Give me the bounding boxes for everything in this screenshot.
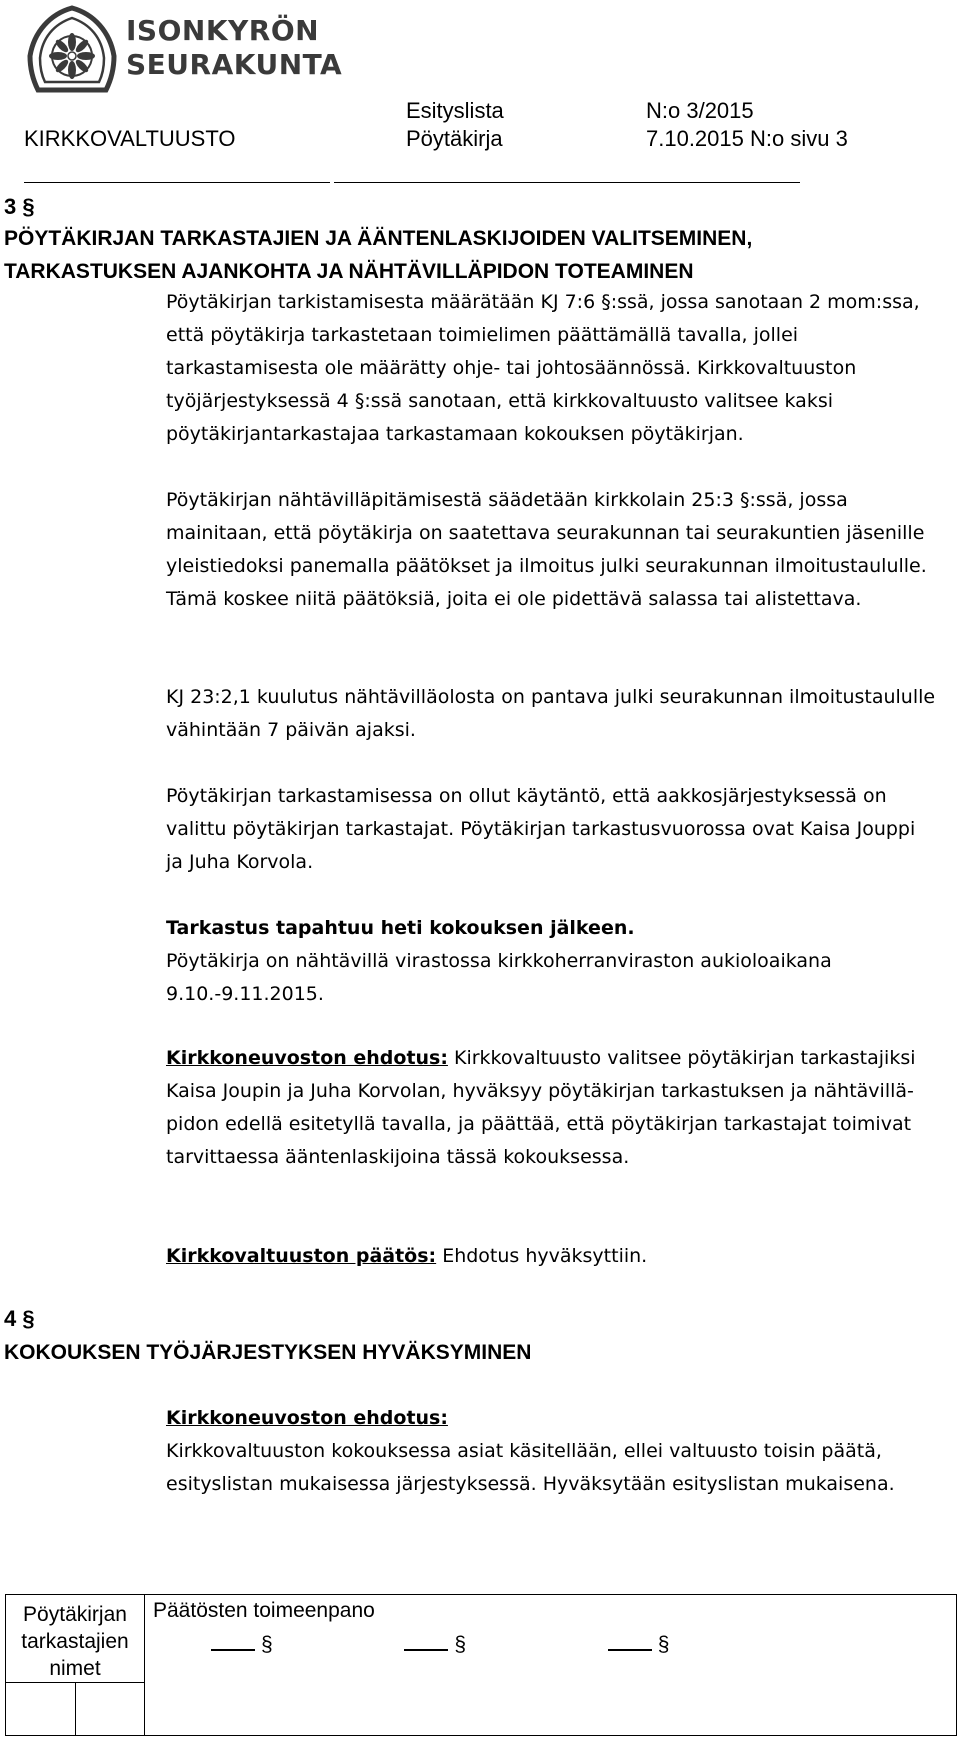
para-sign: § (657, 1633, 670, 1656)
signature-split (6, 1683, 144, 1735)
paragraph: Pöytäkirjan tarkistamisesta määrätään KJ 7:6 §:ssä, jossa sanotaan 2 mom:ssa, että pöytäkirja tarkastetaan toimielimen päättämällä tavalla, jollei tarkastamisesta ole määrätty ohje- tai johtosäännössä. Kirkkovaltuuston työjärjestyksessä 4 §:ssä sanotaan, että kirkkovaltuusto valitsee kaksi pöytäkirjantarkastajaa tarkastamaan kokouksen pöytäkirjan. (166, 291, 920, 445)
agenda-label: Esityslista (406, 98, 504, 123)
inspection-note (166, 912, 936, 1011)
paragraph: KJ 23:2,1 kuulutus nähtävilläolosta on pantava julki seurakunnan ilmoitustaululle vähintään 7 päivän ajaksi. (166, 686, 936, 741)
implementation-cell (145, 1595, 957, 1736)
proposal-text: Kirkkovaltuuston kokouksessa asiat käsitellään, ellei valtuusto toisin päätä, esityslistan mukaisessa järjestyksessä. Hyväksytään esityslistan mukaisena. (166, 1440, 895, 1495)
section-number: 3 § (4, 194, 35, 219)
church-emblem-icon (24, 4, 120, 96)
inspectors-label-cell (6, 1595, 145, 1683)
decision-label: Kirkkovaltuuston päätös: (166, 1245, 437, 1267)
section-title: KOKOUKSEN TYÖJÄRJESTYKSEN HYVÄKSYMINEN (4, 1341, 532, 1364)
paragraph: Pöytäkirjan tarkastamisessa on ollut käytäntö, että aakkosjärjestyksessä on valittu pöytäkirjan tarkastajat. Pöytäkirjan tarkastusvuorossa ovat Kaisa Jouppi ja Juha Korvola. (166, 785, 916, 873)
agenda-number: N:o 3/2015 (646, 98, 754, 123)
proposal-paragraph (166, 1042, 936, 1174)
implementation-label: Päätösten toimeenpano (153, 1599, 375, 1622)
proposal-text: Kirkkovaltuusto valitsee pöytäkirjan tarkastajiksi Kaisa Joupin ja Juha Korvolan, hyväksyy pöytäkirjan tarkastuksen ja nähtävilläpidon edellä esitetyllä tavalla, ja päättää, että pöytäkirjan tarkastajat toimivat tarvittaessa ääntenlaskijoina tässä kokouksessa. (166, 1047, 916, 1168)
date-page: 7.10.2015 N:o sivu 3 (646, 126, 848, 151)
blank-field[interactable] (211, 1631, 255, 1651)
section-number: 4 § (4, 1306, 35, 1331)
org-name-line2: SEURAKUNTA (126, 48, 343, 81)
header-rule-right (334, 182, 800, 183)
signature-table (5, 1594, 957, 1736)
para-sign: § (261, 1633, 273, 1656)
minutes-label: Pöytäkirja (406, 126, 503, 151)
signature-box[interactable] (6, 1683, 76, 1735)
inspectors-label-line: Pöytäkirjan (23, 1603, 127, 1626)
signature-box[interactable] (76, 1683, 145, 1735)
proposal-label: Kirkkoneuvoston ehdotus: (166, 1407, 448, 1429)
paragraph: Pöytäkirjan nähtävilläpitämisestä säädetään kirkkolain 25:3 §:ssä, jossa mainitaan, että pöytäkirja on saatettava seurakunnan tai seurakuntien jäsenille yleistiedoksi panemalla päätökset ja ilmoitus julki seurakunnan ilmoitustaululle. Tämä koskee niitä päätöksiä, joita ei ole pidettävä salassa tai alistettava. (166, 489, 927, 610)
section-title-line: PÖYTÄKIRJAN TARKASTAJIEN JA ÄÄNTENLASKIJOIDEN VALITSEMINEN, (4, 227, 753, 250)
signature-cell (6, 1683, 145, 1736)
inspection-time: Tarkastus tapahtuu heti kokouksen jälkeen. (166, 917, 635, 939)
inspectors-label-line: nimet (49, 1657, 101, 1680)
org-name-line1: ISONKYRÖN (126, 14, 320, 47)
public-display-info: Pöytäkirja on nähtävillä virastossa kirkkoherranviraston aukioloaikana 9.10.-9.11.2015. (166, 950, 832, 1005)
decision-paragraph (166, 1240, 936, 1273)
section-title (4, 222, 904, 288)
paragraph-fields (153, 1631, 956, 1657)
decision-text: Ehdotus hyväksyttiin. (436, 1245, 648, 1267)
proposal-block (166, 1402, 936, 1501)
blank-field[interactable] (608, 1631, 652, 1651)
inspectors-label-line: tarkastajien (21, 1630, 129, 1653)
section-title-line: TARKASTUKSEN AJANKOHTA JA NÄHTÄVILLÄPIDON TOTEAMINEN (4, 260, 694, 283)
proposal-label: Kirkkoneuvoston ehdotus: (166, 1047, 448, 1069)
header-rule-left (24, 182, 330, 183)
body-name: KIRKKOVALTUUSTO (24, 126, 236, 151)
blank-field[interactable] (404, 1631, 448, 1651)
para-sign: § (454, 1633, 467, 1656)
